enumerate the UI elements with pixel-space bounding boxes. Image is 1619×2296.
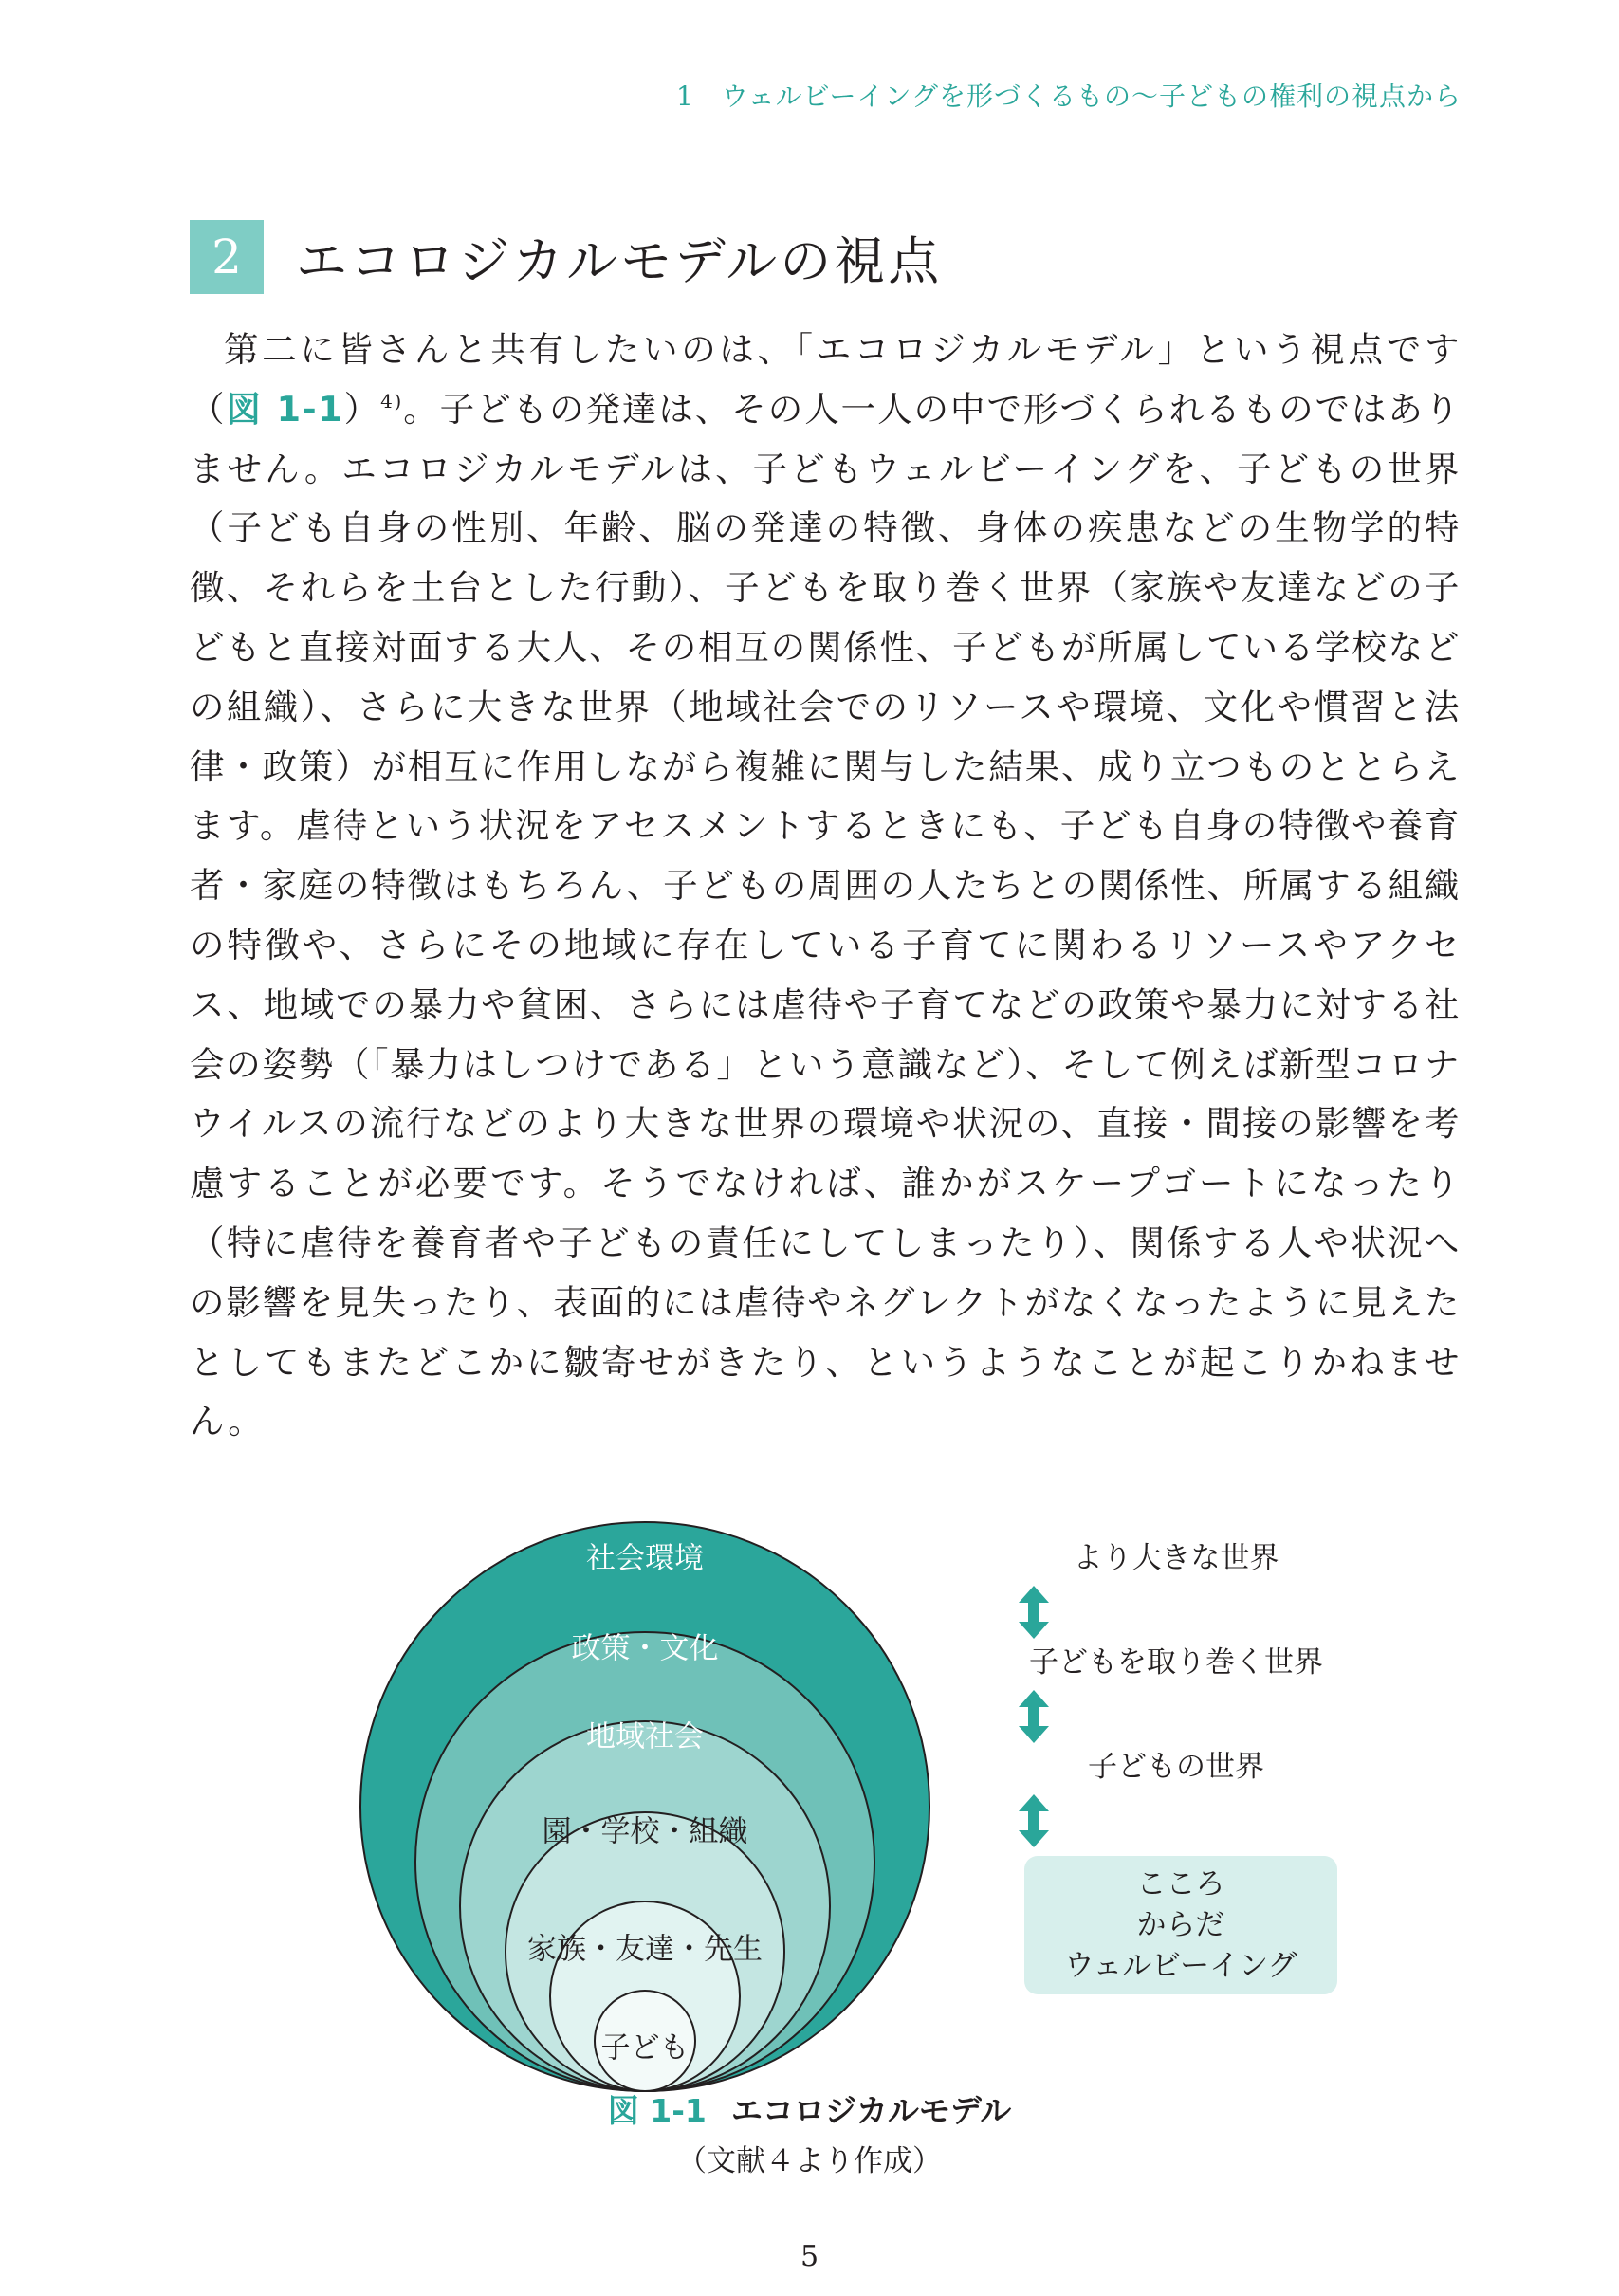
body-text-main: 。子どもの発達は、その人一人の中で形づくられるものではありません。エコロジカルモデルは、子どもウェルビーイングを、子どもの世界（子ども自身の性別、年齢、脳の発達の特徴、身体の疾患などの生物学的特徴、それらを土台とした行動）、子どもを取り巻く世界（家族や友達などの子どもと直接対面する大人、その相互の関係性、子どもが所属している学校などの組織）、さらに大きな世界（地域社会でのリソースや環境、文化や慣習と法律・政策）が相互に作用しながら複雑に関与した結果、成り立つものととらえます。虐待という状況をアセスメントするときにも、子ども自身の特徴や養育者・家庭の特徴はもちろん、子どもの周囲の人たちとの関係性、所属する組織の特徴や、さらにその地域に存在している子育てに関わるリソースやアクセス、地域での暴力や貧困、さらには虐待や子育てなどの政策や暴力に対する社会の姿勢（「暴力はしつけである」という意識など）、そして例えば新型コロナウイルスの流行などのより大きな世界の環境や状況の、直接・間接の影響を考慮することが必要です。そうでなければ、誰かがスケープゴートになったり（特に虐待を養育者や子どもの責任にしてしまったり）、関係する人や状況への影響を見失ったり、表面的には虐待やネグレクトがなくなったように見えたとしてもまたどこかに皺寄せがきたり、というようなことが起こりかねません。 xyxy=(190,388,1461,1442)
wellbeing-line-body: からだ xyxy=(1136,1907,1225,1942)
body-paragraph xyxy=(190,321,1461,1452)
label-world-around-child: 子どもを取り巻く世界 xyxy=(1029,1645,1323,1680)
running-head: 1 ウェルビーイングを形づくるもの〜子どもの権利の視点から xyxy=(675,81,1462,112)
circle-label-policy-culture: 政策・文化 xyxy=(571,1631,719,1666)
circle-label-school-organization: 園・学校・組織 xyxy=(542,1814,748,1849)
section-title: エコロジカルモデルの視点 xyxy=(296,230,943,291)
ecological-model-figure xyxy=(285,1451,1404,2096)
label-child-world: 子どもの世界 xyxy=(1088,1750,1264,1784)
circle-label-family-friends-teachers: 家族・友達・先生 xyxy=(527,1932,763,1967)
double-arrow-icon xyxy=(1015,1690,1053,1743)
label-larger-world: より大きな世界 xyxy=(1073,1541,1279,1575)
figure-caption xyxy=(0,2086,1619,2179)
circle-label-child: 子ども xyxy=(600,2030,690,2066)
body-text-intro: 第二に皆さんと共有したいのは、「エコロジカルモデル」という視点です（ xyxy=(190,329,1461,430)
citation-superscript[interactable]: 4) xyxy=(380,389,403,413)
caption-source: （文献４より作成） xyxy=(677,2144,942,2178)
caption-number: 図 1-1 xyxy=(607,2092,707,2129)
double-arrow-icon xyxy=(1015,1586,1053,1639)
section-number-badge: 2 xyxy=(190,220,264,294)
circle-label-social-environment: 社会環境 xyxy=(586,1541,704,1576)
caption-title: エコロジカルモデル xyxy=(730,2092,1012,2129)
wellbeing-line-wellbeing: ウェルビーイング xyxy=(1064,1948,1297,1983)
figure-reference-link[interactable]: 図 1-1 xyxy=(226,388,344,430)
circle-label-community: 地域社会 xyxy=(586,1719,704,1754)
page-number: 5 xyxy=(800,2240,819,2273)
wellbeing-box xyxy=(1024,1856,1337,1994)
body-text-close-paren: ） xyxy=(343,388,381,430)
wellbeing-line-mind: こころ xyxy=(1136,1866,1225,1901)
section-heading xyxy=(190,220,942,294)
double-arrow-icon xyxy=(1015,1794,1053,1847)
